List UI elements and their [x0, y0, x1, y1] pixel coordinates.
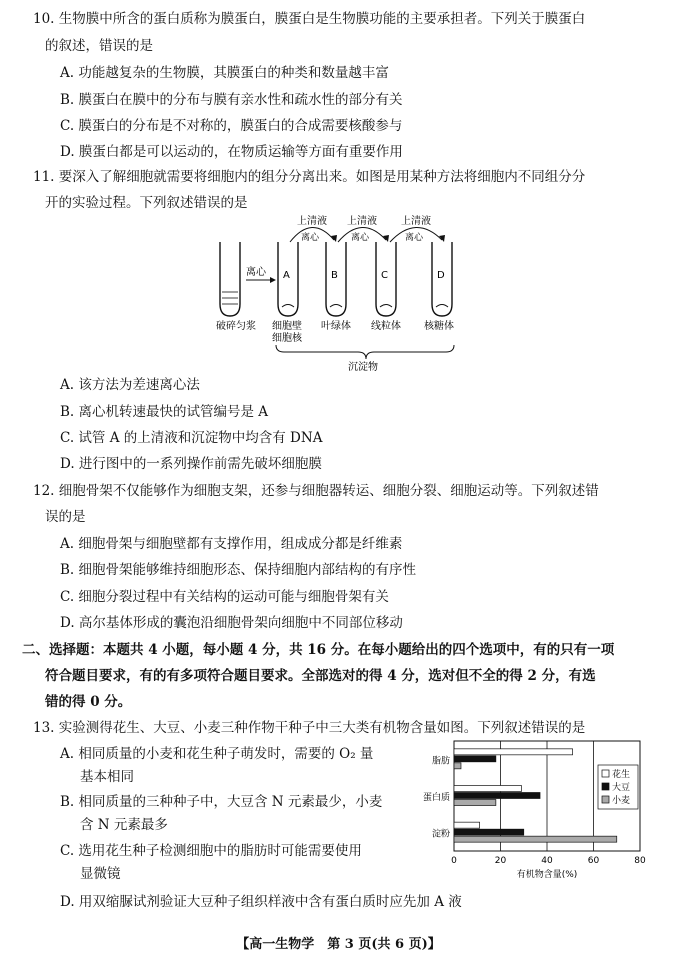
q13-option-b-line2: 含 N 元素最多 [80, 817, 168, 833]
bar-小麦 [454, 836, 617, 842]
q11-option-a: A. 该方法为差速离心法 [60, 377, 200, 393]
supernatant-label-2: 上清液 [347, 216, 377, 227]
label-nucleus: 细胞核 [272, 333, 302, 344]
q12-option-a: A. 细胞骨架与细胞壁都有支撑作用，组成成分都是纤维素 [60, 536, 403, 552]
x-tick-label: 40 [541, 856, 553, 866]
supernatant-label-1: 上清液 [297, 216, 327, 227]
section2-line3: 错的得 0 分。 [45, 694, 132, 710]
bar-大豆 [454, 793, 540, 799]
x-tick-label: 0 [451, 856, 457, 866]
q10-stem-line1: 10. 生物膜中所含的蛋白质称为膜蛋白，膜蛋白是生物膜功能的主要承担者。下列关于膜蛋白 [33, 11, 586, 27]
q13-option-a-line1: A. 相同质量的小麦和花生种子萌发时，需要的 O₂ 量 [60, 746, 374, 762]
supernatant-label-3: 上清液 [401, 216, 431, 227]
section2-line2: 符合题目要求，有的有多项符合题目要求。全部选对的得 4 分，选对但不全的得 2 分，有选 [45, 668, 596, 684]
centrifuge-label-3: 离心 [405, 233, 424, 243]
legend-swatch [602, 770, 609, 777]
q10-option-a: A. 功能越复杂的生物膜，其膜蛋白的种类和数量越丰富 [60, 65, 389, 81]
legend-label: 大豆 [612, 783, 631, 793]
tube-b [326, 242, 346, 316]
tube-a [278, 242, 298, 316]
q12-option-c: C. 细胞分裂过程中有关结构的运动可能与细胞骨架有关 [60, 589, 389, 605]
q13-option-c-line2: 显微镜 [80, 866, 121, 882]
homogenate-tube [220, 242, 240, 316]
bar-大豆 [454, 829, 524, 835]
q12-option-b: B. 细胞骨架能够维持细胞形态、保持细胞内部结构的有序性 [60, 562, 417, 578]
tube-b-label: B [331, 270, 338, 281]
q12-option-d: D. 高尔基体形成的囊泡沿细胞骨架向细胞中不同部位移动 [60, 615, 403, 631]
tube-c-label: C [381, 270, 388, 281]
q12-stem-line1: 12. 细胞骨架不仅能够作为细胞支架，还参与细胞器转运、细胞分裂、细胞运动等。下列叙述错 [33, 483, 599, 499]
centrifuge-label-2: 离心 [351, 233, 370, 243]
tube-d [432, 242, 452, 316]
label-ribosome: 核糖体 [424, 321, 454, 332]
x-tick-label: 80 [634, 856, 646, 866]
q11-stem-line1: 11. 要深入了解细胞就需要将细胞内的组分分离出来。如图是用某种方法将细胞内不同组分分 [33, 169, 586, 185]
bar-小麦 [454, 800, 496, 806]
centrifuge-label-1: 离心 [301, 233, 320, 243]
q10-option-c: C. 膜蛋白的分布是不对称的，膜蛋白的合成需要核酸参与 [60, 118, 403, 134]
bar-花生 [454, 749, 573, 755]
label-chloroplast: 叶绿体 [321, 321, 351, 332]
category-label: 脂肪 [431, 756, 450, 767]
bar-花生 [454, 822, 480, 828]
sediment-label: 沉淀物 [348, 362, 378, 372]
organic-content-chart [410, 737, 660, 883]
tube-d-label: D [437, 270, 445, 281]
tube-a-label: A [283, 270, 290, 281]
bar-小麦 [454, 763, 461, 769]
label-mitochondria: 线粒体 [371, 321, 401, 332]
section2-line1: 二、选择题：本题共 4 小题，每小题 4 分，共 16 分。在每小题给出的四个选项中，有的只有一项 [22, 642, 615, 658]
legend-label: 小麦 [612, 796, 631, 806]
tube-c [376, 242, 396, 316]
legend-swatch [602, 783, 609, 790]
centrifugation-figure [200, 212, 480, 372]
x-tick-label: 20 [494, 856, 507, 866]
q13-option-c-line1: C. 选用花生种子检测细胞中的脂肪时可能需要使用 [60, 843, 362, 859]
q11-option-c: C. 试管 A 的上清液和沉淀物中均含有 DNA [60, 430, 323, 446]
legend-label: 花生 [612, 770, 631, 780]
q10-stem-line2: 的叙述，错误的是 [45, 38, 153, 54]
q13-stem: 13. 实验测得花生、大豆、小麦三种作物干种子中三大类有机物含量如图。下列叙述错误的是 [33, 720, 586, 736]
q11-stem-line2: 开的实验过程。下列叙述错误的是 [45, 195, 248, 211]
x-tick-label: 60 [587, 856, 600, 866]
q11-option-b: B. 离心机转速最快的试管编号是 A [60, 404, 269, 420]
legend-swatch [602, 796, 609, 803]
q12-stem-line2: 误的是 [45, 509, 86, 525]
q11-option-d: D. 进行图中的一系列操作前需先破坏细胞膜 [60, 456, 322, 472]
homogenate-label-1: 破碎匀浆 [216, 321, 256, 332]
q10-option-b: B. 膜蛋白在膜中的分布与膜有亲水性和疏水性的部分有关 [60, 92, 403, 108]
label-cell-wall: 细胞壁 [272, 321, 302, 332]
category-label: 淀粉 [431, 829, 450, 840]
category-label: 蛋白质 [422, 793, 450, 803]
x-axis-label: 有机物含量(%) [516, 870, 578, 880]
q13-option-d: D. 用双缩脲试剂验证大豆种子组织样液中含有蛋白质时应先加 A 液 [60, 894, 462, 910]
centrifuge-label-0: 离心 [246, 267, 266, 278]
q13-option-a-line2: 基本相同 [80, 769, 134, 785]
q10-option-d: D. 膜蛋白都是可以运动的，在物质运输等方面有重要作用 [60, 144, 403, 160]
q13-option-b-line1: B. 相同质量的三种种子中，大豆含 N 元素最少，小麦 [60, 794, 383, 810]
bar-花生 [454, 786, 521, 792]
sediment-brace [276, 345, 454, 359]
bar-大豆 [454, 756, 496, 762]
page-footer: 【高一生物学 第 3 页(共 6 页)】 [236, 937, 441, 952]
